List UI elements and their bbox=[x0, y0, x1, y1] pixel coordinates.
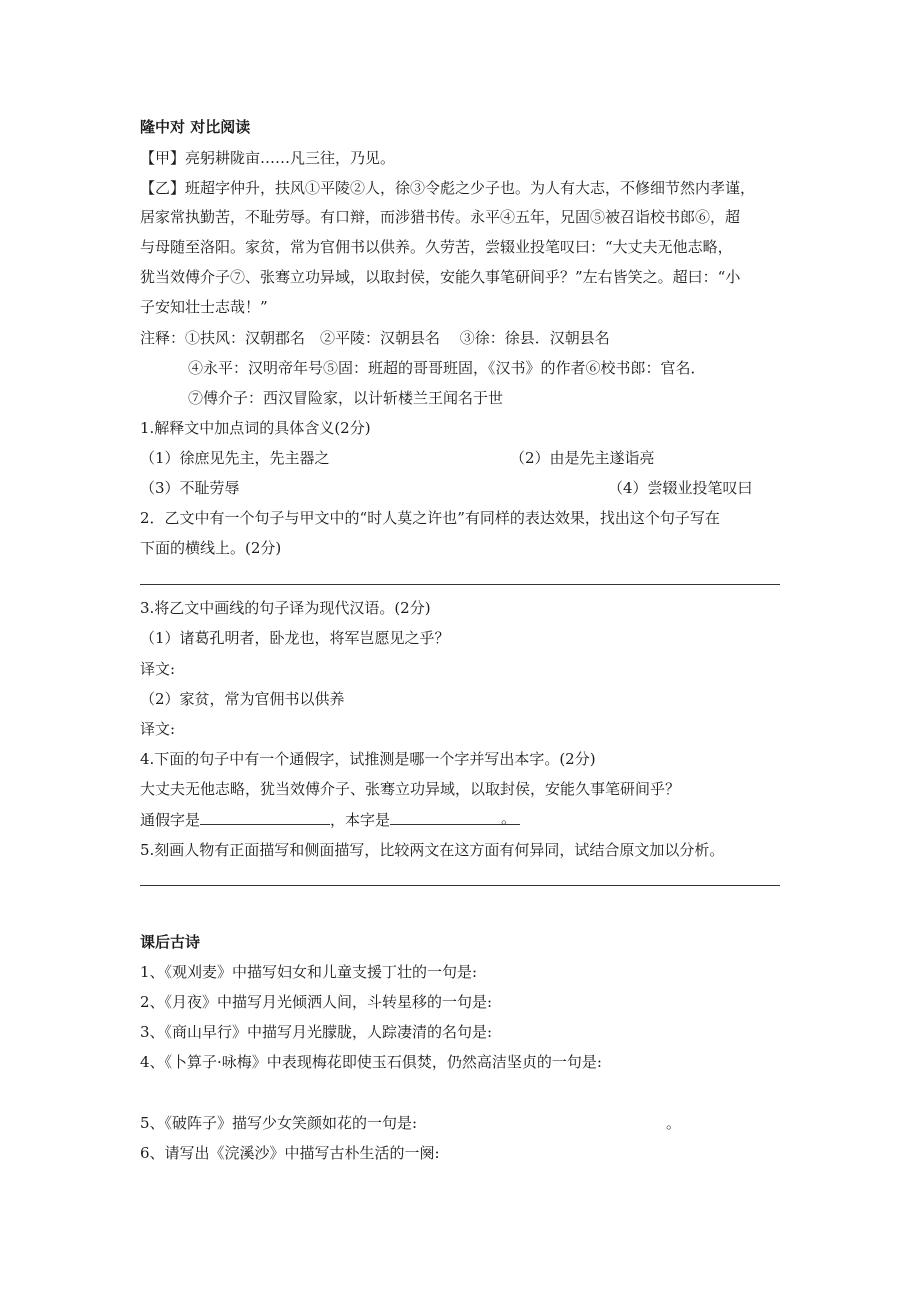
passage-yi-line: 子安知壮士志哉！” bbox=[140, 298, 268, 316]
poem-question: 5、《破阵子》描写少女笑颜如花的一句是: bbox=[140, 1114, 418, 1132]
translation-label: 译文: bbox=[140, 660, 176, 678]
question-2-stem: 下面的横线上。(2分) bbox=[140, 539, 282, 557]
passage-jia: 【甲】亮躬耕陇亩……凡三往，乃见。 bbox=[140, 149, 396, 167]
notes-line: ④永平：汉明帝年号⑤固：班超的哥哥班固，《汉书》的作者⑥校书郎：官名． bbox=[188, 359, 706, 377]
translation-label: 译文: bbox=[140, 720, 176, 738]
question-1-stem: 1.解释文中加点词的具体含义(2分) bbox=[140, 419, 371, 437]
poem-question: 4、《卜算子·咏梅》中表现梅花即使玉石俱焚，仍然高洁坚贞的一句是: bbox=[140, 1053, 602, 1071]
tongjia-label: 通假字是 bbox=[140, 811, 201, 829]
question-4-answer-row bbox=[140, 809, 520, 830]
passage-yi-line: 居家常执勤苦，不耻劳辱。有口辩，而涉猎书传。永平④五年，兄固⑤被召诣校书郎⑥，超 bbox=[140, 208, 741, 226]
notes-line: 注释：①扶风：汉朝郡名 ②平陵：汉朝县名 ③徐：徐县．汉朝县名 bbox=[140, 329, 610, 347]
poem-question: 1、《观刈麦》中描写妇女和儿童支援丁壮的一句是: bbox=[140, 963, 478, 981]
tongjia-blank[interactable] bbox=[200, 809, 330, 825]
question-1-item: （4）尝辍业投笔叹曰 bbox=[608, 479, 753, 497]
question-3-stem: 3.将乙文中画线的句子译为现代汉语。(2分) bbox=[140, 599, 431, 617]
period: 。 bbox=[501, 809, 517, 827]
answer-line[interactable] bbox=[140, 885, 780, 886]
section-title-longzhongdui: 隆中对 对比阅读 bbox=[140, 118, 251, 136]
benzi-blank[interactable] bbox=[390, 809, 520, 825]
passage-yi-line: 犹当效傅介子⑦、张骞立功异域，以取封侯，安能久事笔研间乎？”左右皆笑之。超曰：“小 bbox=[140, 268, 741, 286]
poem-question: 2、《月夜》中描写月光倾洒人间，斗转星移的一句是: bbox=[140, 993, 493, 1011]
period: 。 bbox=[666, 1114, 682, 1132]
question-4-sentence: 大丈夫无他志略，犹当效傅介子、张骞立功异域，以取封侯，安能久事笔研间乎？ bbox=[140, 780, 681, 798]
poem-question: 3、《商山早行》中描写月光朦胧，人踪凄清的名句是: bbox=[140, 1023, 493, 1041]
answer-line[interactable] bbox=[140, 584, 780, 585]
question-3-sentence: （2）家贫，常为官佣书以供养 bbox=[140, 690, 345, 708]
question-4-stem: 4.下面的句子中有一个通假字，试推测是哪一个字并写出本字。(2分) bbox=[140, 750, 596, 768]
section-title-poems: 课后古诗 bbox=[140, 933, 201, 951]
question-1-item: （2）由是先主遂诣亮 bbox=[510, 449, 655, 467]
question-1-item: （3）不耻劳辱 bbox=[140, 479, 240, 497]
poem-question: 6、请写出《浣溪沙》中描写古朴生活的一阕: bbox=[140, 1144, 440, 1162]
question-3-sentence: （1）诸葛孔明者，卧龙也，将军岂愿见之乎？ bbox=[140, 629, 450, 647]
question-5-stem: 5.刻画人物有正面描写和侧面描写，比较两文在这方面有何异同，试结合原文加以分析。 bbox=[140, 841, 725, 859]
question-2-stem: 2．乙文中有一个句子与甲文中的“时人莫之许也”有同样的表达效果，找出这个句子写在 bbox=[140, 509, 720, 527]
benzi-label: ，本字是 bbox=[330, 811, 391, 829]
notes-line: ⑦傅介子：西汉冒险家，以计斩楼兰王闻名于世 bbox=[188, 389, 504, 407]
passage-yi-line: 与母随至洛阳。家贫，常为官佣书以供养。久劳苦，尝辍业投笔叹曰：“大丈夫无他志略， bbox=[140, 238, 733, 256]
passage-yi-line: 【乙】班超字仲升，扶风①平陵②人，徐③令彪之少子也。为人有大志，不修细节然内孝谨， bbox=[140, 179, 756, 197]
question-1-item: （1）徐庶见先主，先主器之 bbox=[140, 449, 330, 467]
